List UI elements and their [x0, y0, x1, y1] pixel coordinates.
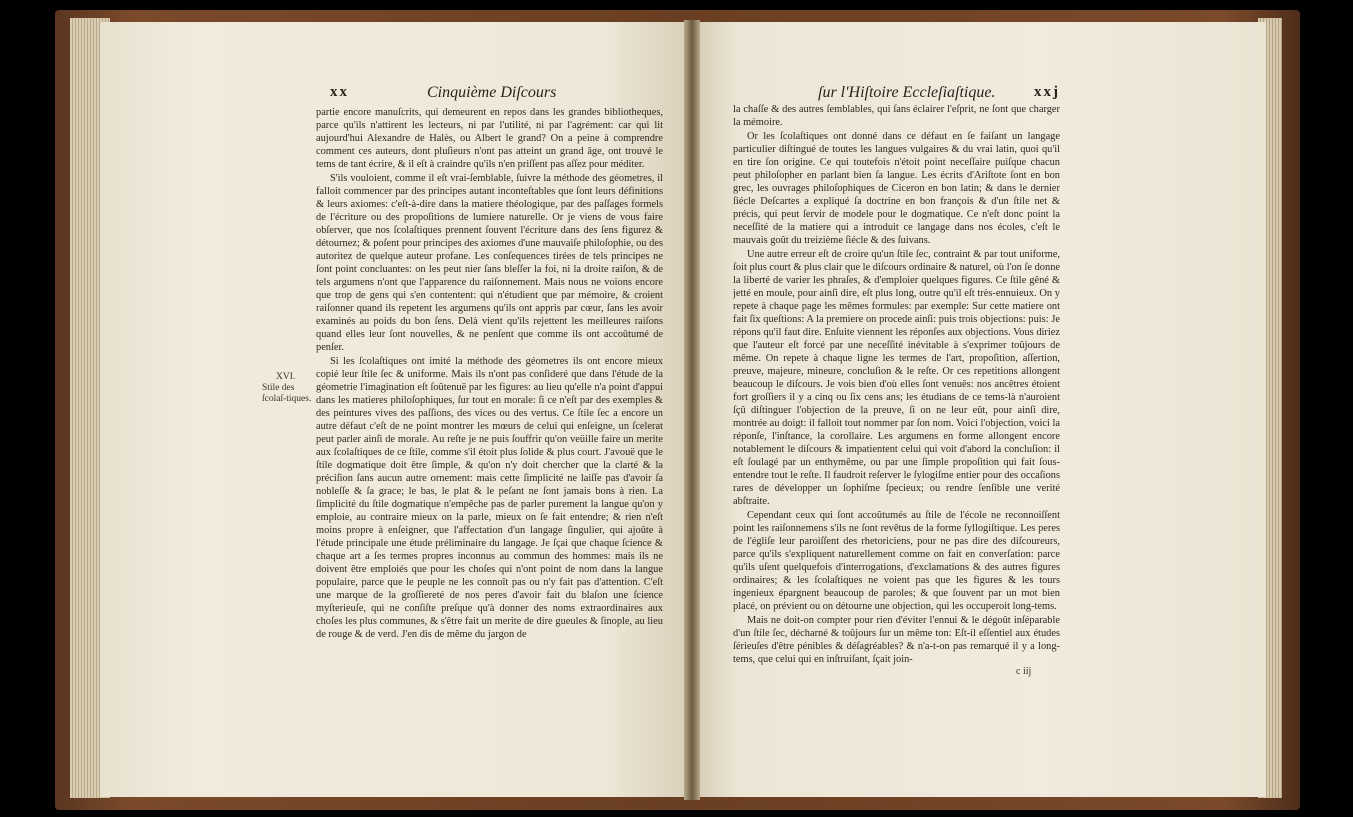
paragraph: Une autre erreur eſt de croire qu'un ſtile ſec, contraint & par tout uniforme, ſoit plus court & plus clair que le diſcours ordinaire & naturel, où l'on ſe donne la liberté de varier les phraſes, & d'emploier quelques figures. Ce ſtile gêné & jetté en moule, pour ainſi dire, eſt plus long, outre qu'il eſt très-ennuieux. On y repete à chaque page les mêmes formules: par exemple: Sur cette matiere ont fait ſix queſtions: A la premiere on procede ainſi: puis trois objections: puis: Je répons qu'il faut dire. Enſuite viennent les réponſes aux objections. Vous diriez que l'auteur eſt forcé par une neceſſité inévitable à s'exprimer toûjours de même. On repete à chaque ligne les termes de l'art, propoſition, aſſertion, preuve, majeure, mineure, concluſion & le reſte. Or ces repetitions allongent beaucoup le diſcours. Je vois bien d'où elles ſont venuës: nos ancêtres étoient fort groſſiers il y a cinq ou ſix cens ans; les étudians de ce tems-là n'auroient ſçû diſtinguer l'objection de la preuve, ſi on ne leur eût, pour ainſi dire, montrée au doigt: il falloit tout nommer par ſon nom. Voici l'objection, voici la réponſe, l'inſtance, la corollaire. Les argumens en forme allongent encore notablement le diſcours & impatientent celui qui voit d'abord la concluſion: il eſt ſoulagé par un enthymême, ou par une ſimple propoſition qui fait ſous-entendre tout le reſte. Il faudroit reſerver le ſylogiſme entier pour des occaſions rares de développer un ſophiſme ſpecieux; ou rendre ſenſible une verité abſtraite.: [733, 249, 1060, 507]
paragraph: Si les ſcolaſtiques ont imité la méthode des géometres ils ont encore mieux copié leur ſtile ſec & uniforme. Mais ils n'ont pas conſideré que dans l'étude de la géometrie l'imagination eſt ſoûtenuë par les figures: au lieu qu'elle n'a point d'appui dans les matieres philoſophiques, ſur tout en morale: ſi ce n'eſt par des exemples & des peintures vives des paſſions, des vices ou des vertus. Ce ſtile ſec a encore un autre défaut c'eſt de ne point montrer les mœurs de celui qui enſeigne, un ſcelerat peut parler ainſi de morale. Au reſte je ne puis ſouffrir qu'on veüille faire un merite aux ſcolaſtiques de ce ſtile, comme s'il étoit plus ſolide & plus court. J'avouë que le ſtile dogmatique doit être ſimple, & qu'on n'y doit chercher que la clarté & la préciſion ſans aucun autre ornement: mais cette ſimplicité ne laiſſe pas d'avoir ſa nobleſſe & ſa grace; le bas, le plat & le peſant ne ſont jamais bons à rien. La ſimplicité du ſtile dogmatique n'empêche pas de parler purement la langue qu'on y emploie, au contraire mieux on la parle, mieux on ſe fait entendre; & rien n'eſt moins propre à enſeigner, que l'affectation d'un langage ſingulier, qui ajoûte à l'étude principale une étude préliminaire du langage. Je ſçai que chaque ſcience & chaque art a ſes termes propres inconnus au commun des hommes: mais ils ne doivent être emploiés que pour les choſes qui n'ont point de nom dans la langue populaire, parce que le peuple ne les connoît pas ou n'y fait pas d'attention. C'eſt une marque de la groſſiereté de nos peres d'avoir fait du blaſon une ſcience myſterieuſe, qui ne conſiſte preſque qu'à donner des noms extraordinaires aux choſes les plus communes, & s'être fait un merite de dire gueules & ſinople, au lieu de rouge & de verd. J'en dis de même du jargon de: [316, 356, 663, 640]
page-number: xx: [330, 84, 349, 100]
paragraph: la chaſſe & des autres ſemblables, qui ſans éclairer l'eſprit, ne ſont que charger la mémoire.: [733, 104, 1060, 128]
left-page-body: [316, 106, 663, 672]
paragraph: partie encore manuſcrits, qui demeurent en repos dans les grandes bibliotheques, parce qu'ils n'attirent les lecteurs, ni par l'utilité, ni par l'agrément: car qui lit aujourd'hui Alexandre de Halès, ou Albert le grand? On a peine à comprendre comment ces auteurs, dont pluſieurs n'ont pas atteint un grand âge, ont trouvé le tems de tant écrire, & il eſt à craindre qu'ils n'en priſſent pas aſſez pour méditer.: [316, 107, 663, 170]
paragraph: Mais ne doit-on compter pour rien d'éviter l'ennui & le dégoût inſéparable d'un ſtile ſec, décharné & toûjours ſur un même ton: Eſt-il eſſentiel aux études ſérieuſes d'être pénibles & déſagréables? & n'a-t-on pas remarqué il y a long-tems, que celui qui en inſtruiſant, ſçait join-: [733, 615, 1060, 665]
margin-note: [262, 372, 320, 405]
paragraph: S'ils vouloient, comme il eſt vrai-ſemblable, ſuivre la méthode des géometres, il falloit commencer par des principes autant inconteſtables que ſont leurs définitions & leurs axiomes: c'eſt-à-dire dans la matiere théologique, par des paſſages formels de l'écriture ou des propoſitions de lumiere naturelle. Or je viens de vous faire obſerver, que nos ſcolaſtiques prennent ſouvent l'écriture dans des ſens figurez & détournez; & poſent pour principes des axiomes d'une mauvaiſe philoſophie, ou des autoritez de quelque auteur profane. Les conſequences tirées de tels principes ne ſont point concluantes: on les peut nier ſans bleſſer la foi, ni la droite raiſon, & de tels argumens n'ont que l'apparence du raiſonnement. Mais nous ne voions encore que trop de gens qui s'en contentent: qui n'étudient que par mémoire, & croient raiſonner quand ils repetent les argumens qu'ils ont appris par cœur, ſans les avoir examinés au poids du bon ſens. Delà vient qu'ils rejettent les meilleures raiſons quand elles leur ſont nouvelles, & ne penſent que comme ils ont accoûtumé de penſer.: [316, 173, 663, 353]
right-page-body: [733, 103, 1060, 679]
running-title: ſur l'Hiſtoire Eccleſiaſtique.: [818, 84, 996, 101]
margin-note-text: Stile des ſcolaſ-tiques.: [262, 383, 312, 404]
paragraph: Or les ſcolaſtiques ont donné dans ce défaut en ſe faiſant un langage particulier diſtingué de toutes les langues vulgaires & du vrai latin, quoi qu'il en tire ſon origine. Ce qui toutefois n'étoit point neceſſaire puiſque chacun peut philoſopher en parlant bien ſa langue. Les écrits d'Ariſtote ſont en bon grec, les ouvrages philoſophiques de Ciceron en bon latin; & dans le dernier ſiécle Deſcartes a expliqué ſa doctrine en bon françois & d'un ſtile net & précis, qui peut ſervir de modele pour le dogmatique. Ce n'eſt donc point la neceſſité de la matiere qui a introduit ce langage dans nos écoles, c'eſt le mauvais goût du treizième ſiécle & des ſuivans.: [733, 131, 1060, 246]
page-number: xxj: [1034, 84, 1060, 100]
book-gutter: [684, 20, 700, 800]
margin-note-numeral: XVI.: [276, 372, 296, 382]
running-title: Cinquième Diſcours: [427, 84, 557, 101]
paragraph: Cependant ceux qui ſont accoûtumés au ſtile de l'école ne reconnoiſſent point les raiſonnemens s'ils ne ſont revêtus de la forme ſyllogiſtique. Les peres de l'égliſe leur paroiſſent des rhetoriciens, pour ne pas dire des diſcoureurs, parce qu'ils s'expliquent naturellement comme on fait en converſation: parce qu'ils uſent quelquefois d'interrogations, d'exclamations & des autres figures ordinaires; & les ſcolaſtiques ne voient pas que les figures & les tours ingenieux épargnent beaucoup de paroles; & que ſouvent par un mot bien placé, on prévient ou on détourne une objection, qui les occuperoit long-tems.: [733, 510, 1060, 612]
left-page-header: [330, 84, 690, 106]
signature-mark: c iij: [1016, 666, 1032, 677]
